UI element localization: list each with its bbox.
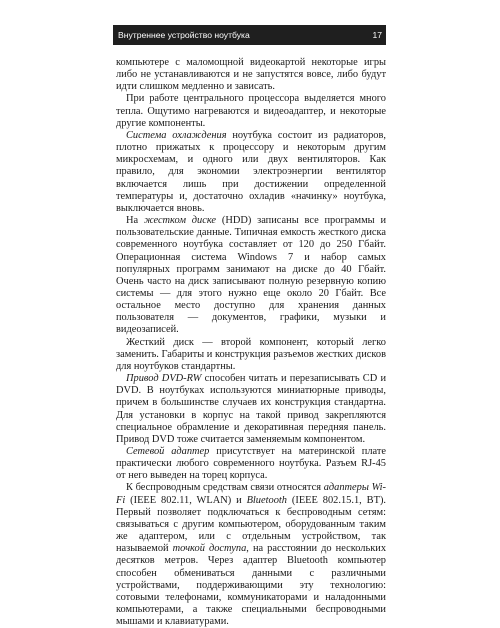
text-run: ноутбука состоит из радиаторов, плотно прижатых к процессору и некоторым другим микросхемам, и одного или двух вентиляторов. Как правило, для экономии электроэнергии вентилятор включается лишь при достижении определенной температуры и, достаточно охладив «начинку» ноутбука, выключается вновь.	[116, 129, 387, 214]
running-title: Внутреннее устройство ноутбука	[118, 30, 250, 40]
text-run: На	[126, 215, 144, 227]
paragraph	[116, 482, 386, 628]
text-run: Жесткий диск — второй компонент, который легко заменить. Габариты и конструкция разъемов жестких дисков для ноутбуков стандартны.	[116, 336, 386, 372]
text-run: (HDD) записаны все программы и пользовательские данные. Типичная емкость жесткого диска современного ноутбука составляет от 120 до 250 Гбайт. Операционная система Windows 7 и набор самых популярных программ занимают на диске до 40 Гбайт. Очень часто на диск записывают полную резервную копию системы — для этого нужно еще около 20 Гбайт. Все остальное место доступно для хранения данных пользователя — документов, графики, музыки и видеозаписей.	[116, 215, 387, 336]
text-run: способен читать и перезаписывать CD и DVD. В ноутбуках используются миниатюрные приводы, причем в большинстве случаев их конструкция стандартна. Для установки в корпус на такой привод закрепляются специальное обрамление и декоративная передняя панель. Привод DVD тоже считается заменяемым компонентом.	[116, 373, 387, 445]
running-header	[113, 25, 386, 45]
paragraph	[116, 215, 386, 337]
paragraph	[116, 57, 386, 93]
paragraph	[116, 373, 386, 446]
page-number: 17	[372, 30, 382, 40]
italic-term: точкой доступа	[172, 543, 247, 555]
italic-term: жестком диске	[143, 215, 217, 227]
paragraph	[116, 130, 386, 215]
paragraph	[116, 446, 386, 482]
text-run: компьютере с маломощной видеокартой некоторые игры либо не устанавливаются и не запустятся вовсе, либо будут идти слишком медленно и зависать.	[116, 57, 386, 93]
paragraph	[116, 93, 386, 129]
italic-term: Сетевой адаптер	[126, 446, 210, 457]
italic-term: Система охлаждения	[126, 129, 227, 141]
text-run: , на расстоянии до нескольких десятков метров. Через адаптер Bluetooth компьютер способен обмениваться данными с различными устройствами, поддерживающими эту технологию: сотовыми телефонами, коммуникаторами и наладонными компьютерами, а также специальными беспроводными мышами и клавиатурами.	[116, 543, 387, 628]
text-run: (IEEE 802.11, WLAN) и	[125, 494, 247, 506]
italic-term: Bluetooth	[246, 494, 287, 506]
italic-term: Привод DVD-RW	[126, 373, 202, 385]
italic-term: адаптеры Wi-Fi	[116, 482, 386, 506]
text-run: К беспроводным средствам связи относятся	[126, 482, 324, 494]
text-run: (IEEE 802.15.1, BT). Первый позволяет подключаться к беспроводным сетям: связываться с другим компьютером, оборудованным таким же адаптером, или с отдельным устройством, так называемой	[116, 494, 386, 555]
text-run: При работе центрального процессора выделяется много тепла. Ощутимо нагреваются и видеоадаптер, и некоторые другие компоненты.	[116, 93, 386, 129]
body-text	[116, 57, 386, 628]
paragraph	[116, 337, 386, 373]
text-run: присутствует на материнской плате практически любого современного ноутбука. Разъем RJ-45 от него выведен на торец корпуса.	[116, 446, 387, 482]
